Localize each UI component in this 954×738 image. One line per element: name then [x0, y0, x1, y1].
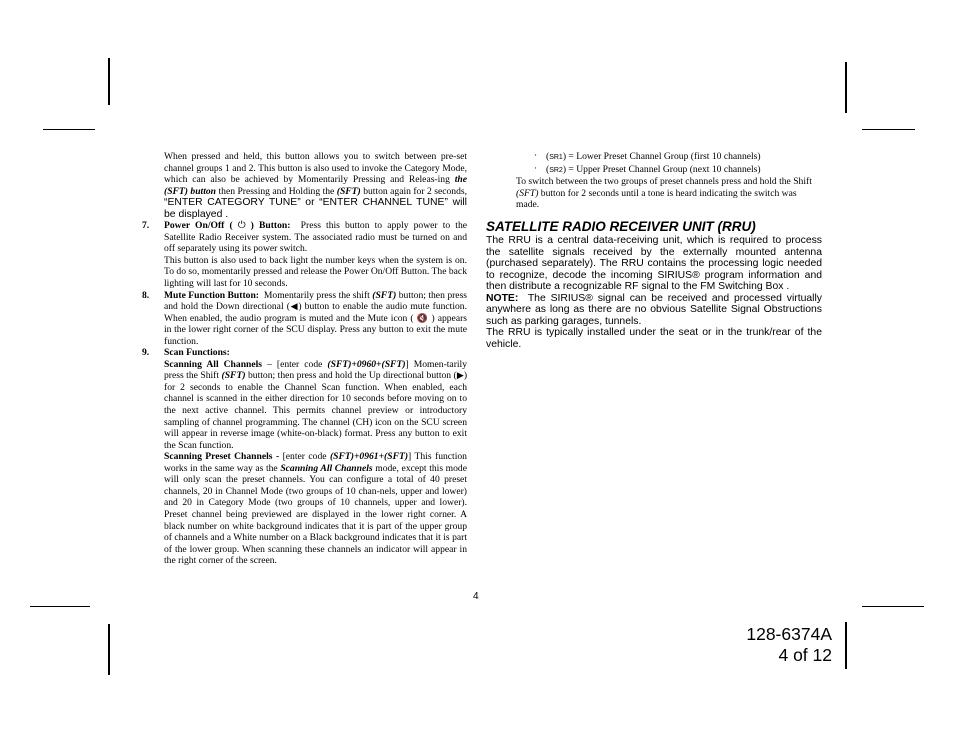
sft-ref: (SFT)	[372, 289, 397, 301]
subsection-title: Scanning All Channels	[164, 358, 263, 370]
page-number: 4	[473, 591, 479, 602]
item-text: ] Momen-tarily press the Shift	[164, 358, 468, 382]
sft-button-ref: the (SFT) button	[164, 174, 467, 197]
item-title: Mute Function Button:	[164, 289, 259, 301]
paragraph: The RRU is a central data-receiving unit, which is required to process the satellite signals received by the externally mounted antenna (purchased separately). The RRU contains the processing logic needed to recognize, decode the incoming SIRIUS® program information and then distribute a recognizable RF signal to the FM Switching Box .	[486, 234, 822, 293]
item-text: Press this button to apply power to the Satellite Radio Receiver system. The associated radio must be turned on and off separately using its power switch.	[164, 220, 468, 255]
intro-text: button again for 2 seconds,	[363, 185, 467, 197]
crop-mark	[862, 129, 915, 130]
item-title: Scan Functions:	[164, 347, 230, 359]
document-number: 128-6374A	[746, 624, 832, 644]
crop-mark	[862, 606, 924, 607]
power-icon: ⏻	[237, 220, 246, 232]
list-item: · (SR1) = Lower Preset Channel Group (first 10 channels)	[534, 150, 761, 162]
item-text: ] This function works in the same way as the	[164, 451, 467, 474]
page-of-label: 4 of 12	[778, 645, 832, 665]
left-arrow-icon: ◀	[289, 301, 299, 312]
code-text: (SFT)+0960+(SFT)	[327, 358, 406, 370]
crop-mark	[845, 62, 847, 113]
list-item: · (SR2) = Upper Preset Channel Group (next 10 channels)	[534, 162, 761, 175]
scan-all-ref: Scanning All Channels	[280, 462, 373, 474]
item-number: 9.	[142, 347, 150, 359]
list-item-text: = Upper Preset Channel Group (next 10 channels)	[568, 163, 761, 175]
item-text: ) button to enable the audio mute function. When enabled, the audio program is muted and the Mute icon (	[164, 301, 468, 324]
list-item-text: = Lower Preset Channel Group (first 10 channels)	[568, 151, 761, 162]
mute-icon: 🔇	[416, 312, 429, 323]
item-text: Momentarily press the shift	[263, 289, 370, 301]
crop-mark	[43, 129, 95, 130]
section-heading: SATELLITE RADIO RECEIVER UNIT (RRU)	[486, 218, 756, 234]
subsection-title: Scanning Preset Channels -	[164, 451, 280, 463]
sft-ref: (SFT)	[336, 185, 361, 197]
intro-text: then Pressing and Holding the	[218, 185, 335, 197]
item-text: [enter code	[282, 451, 327, 463]
item-mute-button	[142, 289, 468, 348]
item-number: 8.	[142, 289, 150, 301]
note-text: The SIRIUS® signal can be received and processed virtually anywhere as long as there are no obvious Satellite Signal Obstructions such as parking garages, tunnels.	[486, 292, 822, 327]
bullet-icon: ·	[534, 162, 538, 174]
document-id	[720, 624, 832, 666]
switch-instructions: To switch between the two groups of preset channels press and hold the Shift (SFT) button for 2 seconds until a tone is heard indicating the switch was made.	[516, 176, 812, 211]
intro-text: When pressed and held, this button allows you to switch between pre-set channel groups 1 and 2. This button is also used to invoke the Category Mode, which can also be achieved by Momentarily Pressing and Releas-ing	[164, 151, 467, 186]
crop-mark	[30, 606, 90, 607]
intro-paragraph	[164, 151, 467, 220]
crop-mark	[108, 624, 110, 675]
item-power-button	[142, 220, 468, 290]
item-text: mode, except this mode will only scan the preset channels. You can configure a total of 40 preset channels, 20 in Channel Mode (two groups of 10 chan-nels, upper and lower) and 20 in Category Mode (two groups of 10 channels, upper and lower). Preset channel being previewed are displayed in the lower right corner. A black number on white background indicates that it is part of the upper group of channels and a White number on a Black background indicates that it is part of the lower group. When scanning these channels an indicator will appear in the right corner of the screen.	[164, 462, 467, 567]
item-text: ) appears in the lower right corner of the SCU display. Press any button to exit the mute function.	[164, 312, 468, 347]
item-text: button; then press and hold the Down directional (	[164, 289, 468, 313]
sft-ref: (SFT)	[221, 370, 246, 382]
crop-mark	[108, 58, 110, 105]
note-label: NOTE:	[486, 292, 519, 304]
right-column	[486, 151, 822, 350]
display-message-text: “ENTER CATEGORY TUNE” or “ENTER CHANNEL TUNE” will be displayed .	[164, 197, 467, 220]
item-number: 7.	[142, 220, 150, 232]
left-column	[142, 151, 468, 567]
item-text: – [enter code	[267, 358, 323, 370]
code-text: (SFT)+0961+(SFT)	[329, 451, 409, 463]
paragraph: The RRU is typically installed under the seat or in the trunk/rear of the vehicle.	[486, 327, 822, 350]
item-title: ) Button:	[250, 220, 291, 232]
preset-group-list	[486, 151, 822, 211]
sft-ref: (SFT)	[516, 187, 539, 199]
bullet-icon: ·	[534, 150, 538, 161]
item-scan-functions	[142, 347, 468, 567]
item-title: Power On/Off (	[164, 220, 233, 232]
item-text: This button is also used to back light the number keys when the system is on. To do so, momentarily pressed and release the Power On/Off Button. The back lighting will last for 10 seconds.	[164, 254, 467, 290]
item-text: button; then press and hold the Up directional button (	[248, 370, 457, 382]
crop-mark	[845, 622, 847, 669]
note-paragraph	[486, 293, 822, 328]
item-text: ) for 2 seconds to enable the Channel Scan function. When enabled, each channel is scanned in the either direction for 10 seconds before moving on to the next active channel. This permits channel preview or introductory sampling of channel programming. The channel (CH) icon on the SCU screen will appear in reverse image (white-on-black) format. Press any button to exit the Scan function.	[164, 370, 468, 451]
preset-tag: SR1	[549, 154, 563, 161]
right-arrow-icon: ▶	[456, 370, 464, 381]
preset-tag: SR2	[549, 166, 563, 174]
rru-description	[486, 235, 822, 350]
